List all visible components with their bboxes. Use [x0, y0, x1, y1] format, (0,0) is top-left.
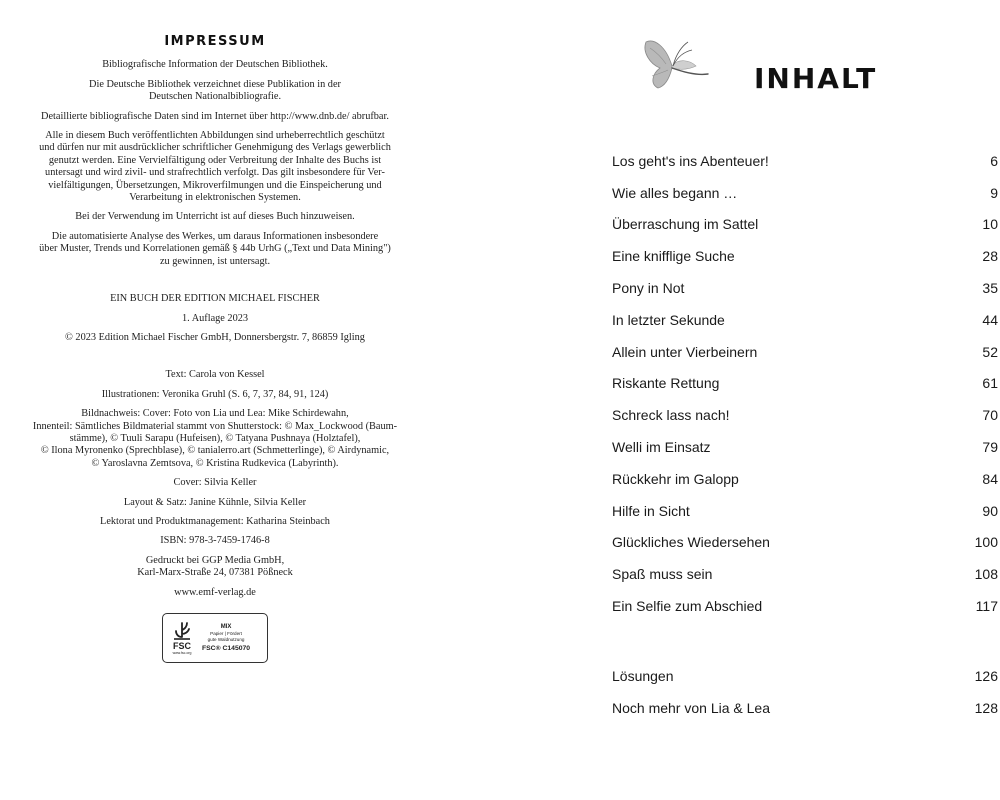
toc-entry-title: Allein unter Vierbeinern — [612, 343, 758, 360]
toc-entry-page: 6 — [990, 152, 998, 169]
toc-entry-title: Überraschung im Sattel — [612, 216, 759, 233]
toc-entry-page: 52 — [982, 343, 998, 360]
toc-entry-title: Los geht's ins Abenteuer! — [612, 152, 769, 169]
imprint-isbn: ISBN: 978-3-7459-1746-8 — [160, 535, 270, 547]
toc-entry[interactable] — [612, 272, 998, 304]
imprint-line: © Yaroslavna Zemtsova, © Kristina Rudkevica (Labyrinth). — [91, 457, 339, 469]
imprint-auflage: 1. Auflage 2023 — [181, 312, 249, 324]
imprint-line: Karl-Marx-Straße 24, 07381 Pößneck — [137, 567, 293, 579]
fsc-mix: MIX — [220, 624, 232, 631]
imprint-line: Verarbeitung in elektronischen Systemen. — [129, 192, 301, 204]
fsc-desc-line: Papier | Fördert — [210, 631, 242, 637]
imprint-line: genutzt werden. Eine Vervielfältigung oder Verbreitung der Inhalte des Buchs ist — [48, 154, 382, 166]
imprint-line: Die Deutsche Bibliothek verzeichnet diese Publikation in der — [89, 78, 341, 90]
toc-entry-page: 117 — [975, 598, 998, 615]
toc-entry[interactable] — [612, 527, 998, 559]
toc-entry-page: 10 — [982, 216, 998, 233]
toc-entry-page: 79 — [982, 439, 998, 456]
toc-entry-page: 9 — [990, 184, 998, 201]
toc-entry[interactable] — [612, 399, 998, 431]
toc-entry[interactable] — [612, 558, 998, 590]
imprint-line: zu gewinnen, ist untersagt. — [159, 255, 271, 267]
toc-entry-page: 70 — [982, 407, 998, 424]
imprint-line: vielfältigungen, Übersetzungen, Mikroverfilmungen und die Einspeicherung und — [48, 179, 382, 191]
toc-entry[interactable] — [612, 240, 998, 272]
toc-entry-page: 44 — [982, 311, 998, 328]
toc-entry[interactable] — [612, 209, 998, 241]
toc-entry[interactable] — [612, 145, 998, 177]
imprint-website: www.emf-verlag.de — [174, 586, 256, 598]
imprint-copyright: © 2023 Edition Michael Fischer GmbH, Donnersbergstr. 7, 86859 Igling — [65, 331, 365, 343]
imprint-line: Gedruckt bei GGP Media GmbH, — [145, 554, 285, 566]
imprint-line: Alle in diesem Buch veröffentlichten Abbildungen sind urheberrechtlich geschützt — [45, 130, 385, 142]
toc-entry[interactable] — [612, 495, 998, 527]
toc-entry-page: 128 — [974, 699, 998, 716]
toc-entry[interactable] — [612, 431, 998, 463]
imprint-bibliographic-info: Bibliografische Information der Deutschen Bibliothek. — [102, 59, 328, 71]
fsc-logo-site: www.fsc.org — [172, 651, 192, 655]
toc-list — [612, 145, 998, 622]
fsc-logo-word: FSC — [173, 641, 191, 651]
toc-entry-page: 100 — [974, 534, 998, 551]
toc-entry-page: 84 — [982, 470, 998, 487]
imprint-copyright-notice — [0, 130, 430, 204]
imprint-line: untersagt und wird zivil- und strafrechtlich verfolgt. Das gilt insbesondere für Ver- — [45, 167, 385, 179]
imprint-school-note: Bei der Verwendung im Unterricht ist auf dieses Buch hinzuweisen. — [75, 211, 355, 223]
toc-entry-solutions[interactable] — [612, 660, 998, 692]
fsc-desc-line: gute Waldnutzung — [207, 636, 245, 642]
toc-title: INHALT — [754, 62, 878, 95]
toc-entry[interactable] — [612, 463, 998, 495]
toc-entry-title: Spaß muss sein — [612, 566, 713, 583]
toc-entry[interactable] — [612, 336, 998, 368]
toc-entry-page: 61 — [982, 375, 998, 392]
toc-entry-page: 28 — [982, 248, 998, 265]
toc-entry-title: Noch mehr von Lia & Lea — [612, 699, 770, 716]
toc-appendix-list — [612, 660, 998, 724]
toc-entry-title: Schreck lass nach! — [612, 407, 730, 424]
imprint-layout: Layout & Satz: Janine Kühnle, Silvia Keller — [123, 496, 307, 508]
toc-entry[interactable] — [612, 304, 998, 336]
imprint-line: Die automatisierte Analyse des Werkes, um daraus Informationen insbesondere — [51, 230, 379, 242]
toc-entry-title: Welli im Einsatz — [612, 439, 711, 456]
toc-entry-title: Rückkehr im Galopp — [612, 470, 739, 487]
toc-entry-title: In letzter Sekunde — [612, 311, 725, 328]
toc-entry-page: 90 — [982, 502, 998, 519]
toc-entry-title: Wie alles begann … — [612, 184, 738, 201]
imprint-dnb-note — [0, 79, 430, 104]
toc-entry-title: Ein Selfie zum Abschied — [612, 598, 763, 615]
imprint-line: Deutschen Nationalbibliografie. — [148, 91, 282, 103]
imprint-bildnachweis — [0, 408, 430, 470]
toc-entry-title: Lösungen — [612, 667, 674, 684]
butterfly-icon — [636, 36, 714, 92]
toc-entry-page: 126 — [974, 667, 998, 684]
imprint-line: stämme), © Tuuli Sarapu (Hufeisen), © Tatyana Pushnaya (Holztafel), — [69, 432, 361, 444]
toc-entry-title: Glückliches Wiedersehen — [612, 534, 770, 551]
toc-entry-title: Pony in Not — [612, 280, 685, 297]
imprint-lektorat: Lektorat und Produktmanagement: Katharina Steinbach — [100, 515, 330, 527]
toc-entry-title: Riskante Rettung — [612, 375, 720, 392]
imprint-title: IMPRESSUM — [164, 34, 266, 49]
fsc-logo — [168, 621, 196, 655]
imprint-edition: EIN BUCH DER EDITION MICHAEL FISCHER — [110, 293, 320, 305]
toc-entry[interactable] — [612, 368, 998, 400]
toc-entry-page: 35 — [982, 280, 998, 297]
imprint-cover: Cover: Silvia Keller — [173, 477, 257, 489]
toc-entry-page: 108 — [974, 566, 998, 583]
imprint-line: Innenteil: Sämtliches Bildmaterial stammt von Shutterstock: © Max_Lockwood (Baum- — [32, 420, 398, 432]
imprint-illustrations: Illustrationen: Veronika Gruhl (S. 6, 7, 37, 84, 91, 124) — [101, 388, 329, 400]
toc-entry-title: Hilfe in Sicht — [612, 502, 690, 519]
toc-header — [636, 36, 876, 106]
fsc-text — [202, 623, 250, 653]
imprint-line: über Muster, Trends und Korrelationen gemäß § 44b UrhG („Text und Data Mining") — [39, 243, 391, 255]
imprint-line: Bildnachweis: Cover: Foto von Lia und Lea: Mike Schirdewahn, — [81, 408, 349, 420]
toc-entry[interactable] — [612, 590, 998, 622]
imprint-dnb-url: Detaillierte bibliografische Daten sind im Internet über http://www.dnb.de/ abrufbar. — [41, 110, 389, 122]
toc-entry-title: Eine knifflige Suche — [612, 248, 735, 265]
imprint-tdm-note — [0, 231, 430, 268]
imprint-page — [0, 36, 430, 663]
imprint-printer — [0, 555, 430, 580]
imprint-line: und dürfen nur mit ausdrücklicher schriftlicher Genehmigung des Verlags gewerblich — [39, 142, 391, 154]
toc-entry[interactable] — [612, 177, 998, 209]
imprint-text-credit: Text: Carola von Kessel — [165, 369, 265, 381]
fsc-label — [162, 613, 268, 663]
fsc-tree-icon — [171, 621, 193, 641]
imprint-line: © Ilona Myronenko (Sprechblase), © tanialerro.art (Schmetterlinge), © Airdynamic, — [40, 445, 390, 457]
toc-entry-more[interactable] — [612, 692, 998, 724]
fsc-code: FSC® C145070 — [202, 644, 251, 652]
